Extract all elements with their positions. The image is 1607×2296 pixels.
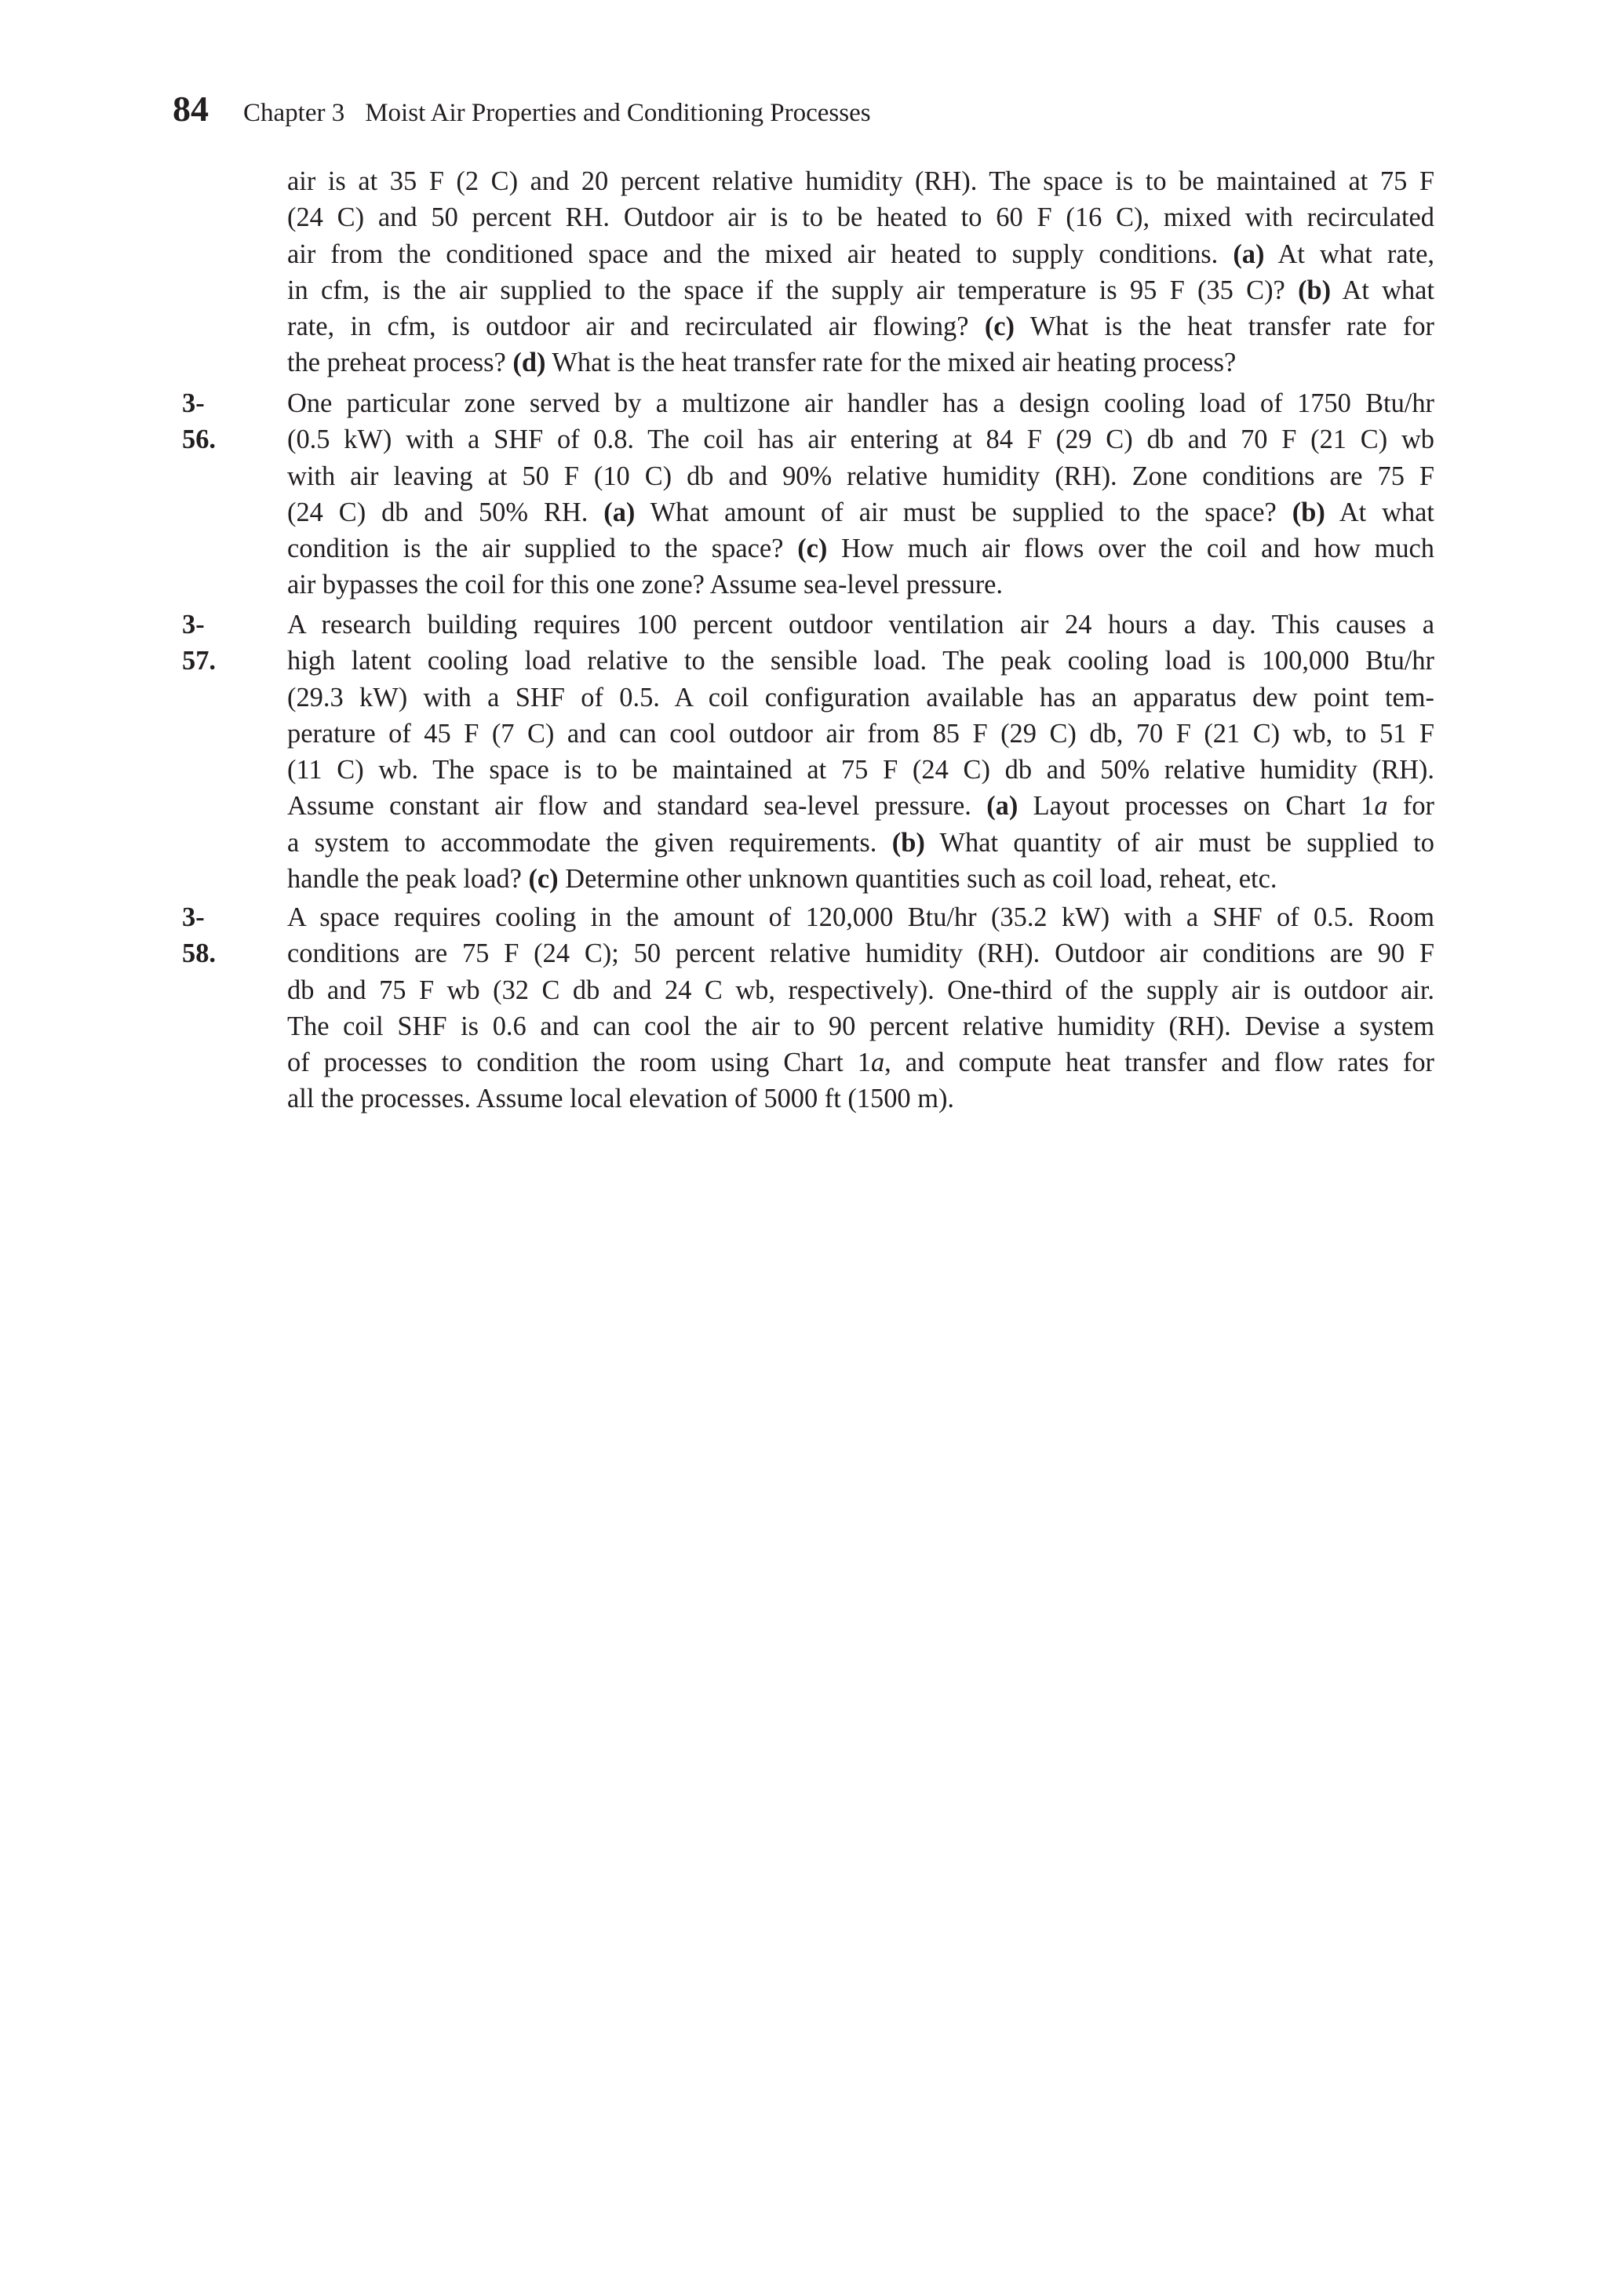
text-line: conditions are 75 F (24 C); 50 percent relative humidity (RH). Outdoor air conditions are 90 F [287, 938, 1434, 969]
text-line: high latent cooling load relative to the sensible load. The peak cooling load is 100,000 Btu/hr [287, 646, 1434, 676]
text-line: (0.5 kW) with a SHF of 0.8. The coil has air entering at 84 F (29 C) db and 70 F (21 C) wb [287, 425, 1434, 455]
problem-body [287, 607, 1434, 897]
chapter-title: Moist Air Properties and Conditioning Processes [365, 99, 871, 127]
text-line: handle the peak load? (c) Determine other unknown quantities such as coil load, reheat, etc. [287, 864, 1277, 895]
text-line: (24 C) db and 50% RH. (a) What amount of air must be supplied to the space? (b) At what [287, 497, 1434, 527]
text-line: The coil SHF is 0.6 and can cool the air to 90 percent relative humidity (RH). Devise a system [287, 1011, 1434, 1041]
text-line: of processes to condition the room using Chart 1a, and compute heat transfer and flow rates for [287, 1048, 1434, 1078]
text-line: (24 C) and 50 percent RH. Outdoor air is to be heated to 60 F (16 C), mixed with recirculated [287, 202, 1434, 233]
text-line: (29.3 kW) with a SHF of 0.5. A coil configuration available has an apparatus dew point tem- [287, 682, 1434, 712]
page-header [173, 88, 871, 129]
text-line: air from the conditioned space and the mixed air heated to supply conditions. (a) At what rate, [287, 239, 1434, 269]
text-line: One particular zone served by a multizone air handler has a design cooling load of 1750 Btu/hr [287, 388, 1434, 418]
text-line: all the processes. Assume local elevation of 5000 ft (1500 m). [287, 1084, 955, 1114]
text-line: rate, in cfm, is outdoor air and recirculated air flowing? (c) What is the heat transfer rate for [287, 312, 1434, 342]
text-line: the preheat process? (d) What is the heat transfer rate for the mixed air heating process? [287, 348, 1237, 378]
text-line: A research building requires 100 percent outdoor ventilation air 24 hours a day. This causes a [287, 610, 1434, 640]
problem-body [287, 385, 1434, 603]
text-line: condition is the air supplied to the space? (c) How much air flows over the coil and how much [287, 534, 1435, 564]
problem-body [287, 899, 1434, 1117]
text-line: air is at 35 F (2 C) and 20 percent relative humidity (RH). The space is to be maintained at 75 F [287, 166, 1434, 196]
text-line: a system to accommodate the given requirements. (b) What quantity of air must be supplied to [287, 827, 1434, 858]
text-line: (11 C) wb. The space is to be maintained at 75 F (24 C) db and 50% relative humidity (RH). [287, 755, 1434, 785]
text-line: perature of 45 F (7 C) and can cool outdoor air from 85 F (29 C) db, 70 F (21 C) wb, to 51 F [287, 718, 1434, 749]
problem-body [287, 163, 1434, 381]
text-line: Assume constant air flow and standard sea-level pressure. (a) Layout processes on Chart 1a for [287, 791, 1434, 822]
text-line: air bypasses the coil for this one zone? Assume sea-level pressure. [287, 570, 1004, 600]
page-number: 84 [173, 89, 209, 129]
chapter-label: Chapter 3 [243, 99, 345, 127]
text-line: with air leaving at 50 F (10 C) db and 90% relative humidity (RH). Zone conditions are 75 F [287, 461, 1434, 491]
problem-number: 3-58. [182, 902, 216, 969]
text-line: in cfm, is the air supplied to the space if the supply air temperature is 95 F (35 C)? (b) At what [287, 275, 1434, 305]
problem-number: 3-56. [182, 388, 216, 455]
problem-number: 3-57. [182, 610, 216, 676]
text-line: A space requires cooling in the amount of 120,000 Btu/hr (35.2 kW) with a SHF of 0.5. Room [287, 902, 1434, 932]
text-line: db and 75 F wb (32 C db and 24 C wb, respectively). One-third of the supply air is outdoor air. [287, 975, 1434, 1005]
